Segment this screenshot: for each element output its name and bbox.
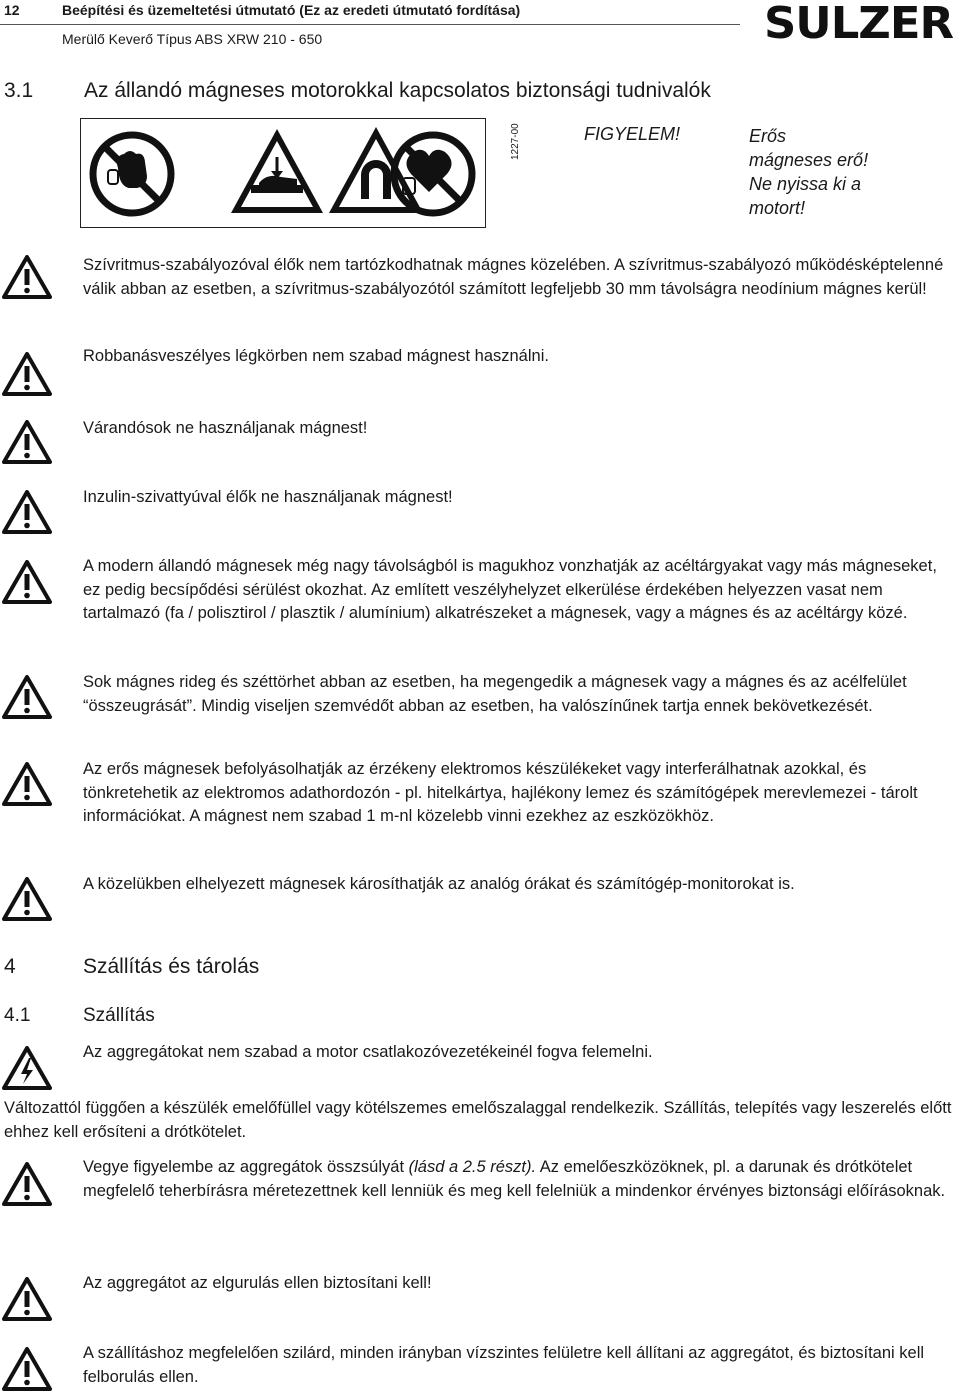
- hand-crush-warning-icon: [231, 129, 323, 213]
- sulzer-logo: SULZER: [764, 0, 954, 49]
- paragraph-lifting-eye: Változattól függően a készülék emelőfüllel vagy kötélszemes emelőszalaggal rendelkezik. Szállítás, telepítés vagy leszerelés előtt ehhez kell erősíteni a drótkötelet.: [4, 1099, 952, 1141]
- warning-triangle-icon: [2, 1277, 52, 1321]
- document-title: Beépítési és üzemeltetési útmutató (Ez az eredeti útmutató fordítása): [62, 2, 521, 18]
- no-hand-access-icon: [93, 135, 171, 213]
- safety-sign-panel: [80, 118, 486, 228]
- paragraph-electronics: Az erős mágnesek befolyásolhatják az érzékeny elektromos készülékeket vagy interferálhatnak azokkal, és tönkretehetik az elektromos adathordozón - pl. hitelkártya, hajlékony lemez és számítógépek merevlemezei - tárolt információkat. A mágnest nem szabad 1 m-nl közelebb vinni ezekhez az eszközökhöz.: [83, 760, 918, 825]
- section-3-1-number: 3.1: [4, 79, 34, 102]
- warning-triangle-icon: [2, 1162, 52, 1206]
- page-number: 12: [4, 2, 20, 18]
- electric-hazard-icon: [2, 1046, 52, 1090]
- warning-line: Erős: [749, 126, 787, 146]
- warning-triangle-icon: [2, 255, 52, 299]
- magnet-warning-text: [749, 124, 929, 220]
- section-3-1-title: Az állandó mágneses motorokkal kapcsolatos biztonsági tudnivalók: [84, 79, 711, 102]
- warning-triangle-icon: [2, 420, 52, 464]
- section-4-title: Szállítás és tárolás: [83, 955, 260, 978]
- section-4-1-heading: [4, 1005, 155, 1027]
- document-subtitle: Merülő Keverő Típus ABS XRW 210 - 650: [62, 31, 323, 47]
- warning-line: Ne nyissa ki a: [749, 174, 862, 194]
- paragraph-pinch-injury: A modern állandó mágnesek még nagy távolságból is magukhoz vonzhatják az acéltárgyakat vagy más mágneseket, ez pedig becsípődési sérülést okozhat. Az említett veszélyhelyzet elkerülése érdekében helyezzen vasat nem tartalmazó (fa / polisztirol / plasztik / alumínium) alkatrészeket a mágnesek, vagy a mágnes és az acéltárgy közé.: [83, 557, 937, 622]
- paragraph-total-weight: [83, 1156, 953, 1203]
- paragraph-explosive-atmosphere: Robbanásveszélyes légkörben nem szabad mágnest használni.: [83, 347, 549, 365]
- weight-text: Vegye figyelembe az aggregátok összsúlyát: [83, 1158, 409, 1176]
- sign-code: 1227-00: [510, 123, 521, 160]
- attention-label: FIGYELEM!: [584, 124, 681, 144]
- paragraph-pregnant: Várandósok ne használjanak mágnest!: [83, 419, 368, 437]
- paragraph-insulin-pump: Inzulin-szivattyúval élők ne használjanak mágnest!: [83, 488, 453, 506]
- safety-signs: [81, 119, 484, 226]
- warning-triangle-icon: [2, 560, 52, 604]
- warning-triangle-icon: [2, 762, 52, 806]
- section-4-number: 4: [4, 955, 16, 978]
- no-pacemaker-icon: [394, 135, 472, 213]
- section-3-1-heading: [4, 79, 711, 103]
- header-divider: [0, 24, 740, 25]
- paragraph-clocks-monitors: A közelükben elhelyezett mágnesek károsíthatják az analóg órákat és számítógép-monitorokat is.: [83, 875, 795, 893]
- paragraph-stable-surface: A szállításhoz megfelelően szilárd, minden irányban vízszintes felületre kell állítani az aggregátot, és biztosítani kell felborulás ellen.: [83, 1344, 925, 1386]
- warning-line: motort!: [749, 198, 806, 218]
- section-reference: (lásd a 2.5 részt).: [408, 1158, 537, 1176]
- section-4-heading: [4, 955, 259, 979]
- warning-triangle-icon: [2, 352, 52, 396]
- warning-triangle-icon: [2, 675, 52, 719]
- paragraph-no-cable-lifting: Az aggregátokat nem szabad a motor csatlakozóvezetékeinél fogva felemelni.: [83, 1043, 653, 1061]
- paragraph-roll-away: Az aggregátot az elgurulás ellen biztosítani kell!: [83, 1274, 432, 1292]
- weight-text-cont: Az emelőeszközöknek, pl. a darunak és drótkötelet megfelelő teherbírásra méretezettnek kell lenniük és meg kell felelniük a mindenkor érvényes biztonsági előírásoknak.: [83, 1158, 946, 1200]
- section-4-1-title: Szállítás: [83, 1005, 155, 1026]
- paragraph-brittle-magnets: Sok mágnes rideg és széttörhet abban az esetben, ha megengedik a mágnesek vagy a mágnes és az acélfelület “összeugrását”. Mindig viseljen szemvédőt abban az esetben, ha valószínűnek tartja ennek bekövetkezését.: [83, 673, 907, 715]
- warning-line: mágneses erő!: [749, 150, 869, 170]
- warning-triangle-icon: [2, 877, 52, 921]
- warning-triangle-icon: [2, 490, 52, 534]
- warning-triangle-icon: [2, 1347, 52, 1391]
- paragraph-pacemaker: Szívritmus-szabályozóval élők nem tartózkodhatnak mágnes közelében. A szívritmus-szabályozó működésképtelenné válik abban az esetben, a szívritmus-szabályozótól számított legfeljebb 30 mm távolságra neodínium mágnes kerül!: [83, 256, 944, 298]
- section-4-1-number: 4.1: [4, 1005, 31, 1026]
